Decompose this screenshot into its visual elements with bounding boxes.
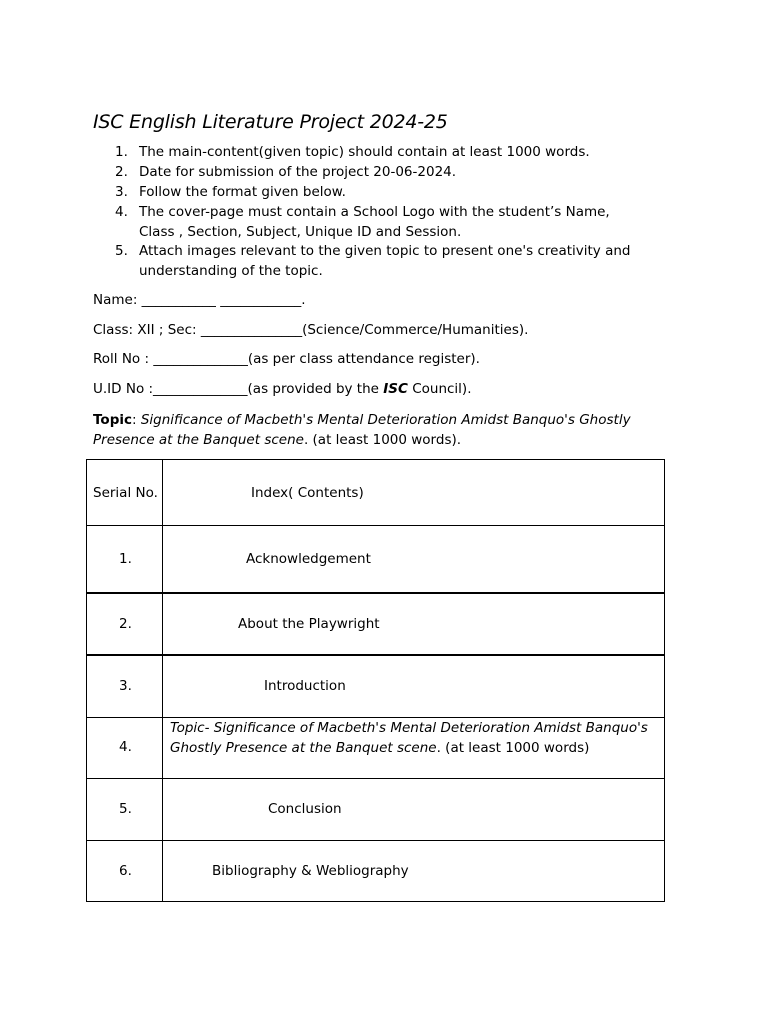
- topic-entry-text: Topic- Significance of Macbeth's Mental Deterioration Amidst Banquo's Ghostly Presence at the Banquet scene: [170, 720, 648, 756]
- topic-suffix: . (at least 1000 words).: [303, 432, 462, 448]
- list-number: 4.: [115, 204, 128, 220]
- name-field: Name: ___________ ____________.: [93, 292, 306, 308]
- table-row-divider: [86, 592, 665, 594]
- list-number: 5.: [115, 243, 128, 259]
- table-border-bottom: [86, 901, 665, 902]
- table-border-top: [86, 459, 665, 460]
- list-item: Date for submission of the project 20-06-2024.: [139, 164, 457, 180]
- list-item: Attach images relevant to the given topic to present one's creativity and understanding of the topic.: [139, 243, 631, 279]
- table-row-content: Acknowledgement: [246, 551, 371, 567]
- table-row-serial: 5.: [119, 801, 132, 817]
- list-item: The cover-page must contain a School Logo with the student’s Name, Class , Section, Subject, Unique ID and Session.: [139, 204, 610, 240]
- page-title: ISC English Literature Project 2024-25: [93, 111, 448, 133]
- topic-statement: [93, 410, 633, 450]
- topic-text: Significance of Macbeth's Mental Deterioration Amidst Banquo's Ghostly Presence at the Banquet scene: [93, 412, 631, 448]
- table-row-divider: [86, 525, 665, 526]
- table-row-content: About the Playwright: [238, 616, 380, 632]
- table-row-serial: 6.: [119, 863, 132, 879]
- class-section-field: Class: XII ; Sec: _______________(Science/Commerce/Humanities).: [93, 322, 529, 338]
- contents-header: Index( Contents): [251, 485, 364, 501]
- table-row-serial: 2.: [119, 616, 132, 632]
- list-item: Follow the format given below.: [139, 184, 346, 200]
- table-row-divider: [86, 654, 665, 656]
- table-row-divider: [86, 778, 665, 779]
- list-item: The main-content(given topic) should contain at least 1000 words.: [139, 144, 590, 160]
- topic-label: Topic: [93, 412, 132, 428]
- topic-entry-suffix: . (at least 1000 words): [436, 740, 590, 756]
- uid-suffix: Council).: [407, 381, 472, 397]
- roll-number-field: Roll No : ______________(as per class attendance register).: [93, 351, 480, 367]
- topic-colon: :: [131, 412, 141, 428]
- table-row-content: [170, 718, 660, 758]
- table-row-serial: 3.: [119, 678, 132, 694]
- table-row-serial: 4.: [119, 739, 132, 755]
- list-number: 3.: [115, 184, 128, 200]
- serial-header: Serial No.: [93, 485, 158, 501]
- table-row-content: Bibliography & Webliography: [212, 863, 409, 879]
- uid-field: [93, 381, 472, 397]
- list-number: 2.: [115, 164, 128, 180]
- table-column-divider: [162, 459, 163, 902]
- list-number: 1.: [115, 144, 128, 160]
- table-row-content: Conclusion: [268, 801, 342, 817]
- table-row-content: Introduction: [264, 678, 346, 694]
- index-table: [86, 459, 665, 902]
- table-row-serial: 1.: [119, 551, 132, 567]
- table-border-left: [86, 459, 87, 902]
- isc-label: ISC: [383, 381, 408, 397]
- table-border-right: [664, 459, 665, 902]
- uid-prefix: U.ID No :______________(as provided by the: [93, 381, 384, 397]
- table-row-divider: [86, 840, 665, 841]
